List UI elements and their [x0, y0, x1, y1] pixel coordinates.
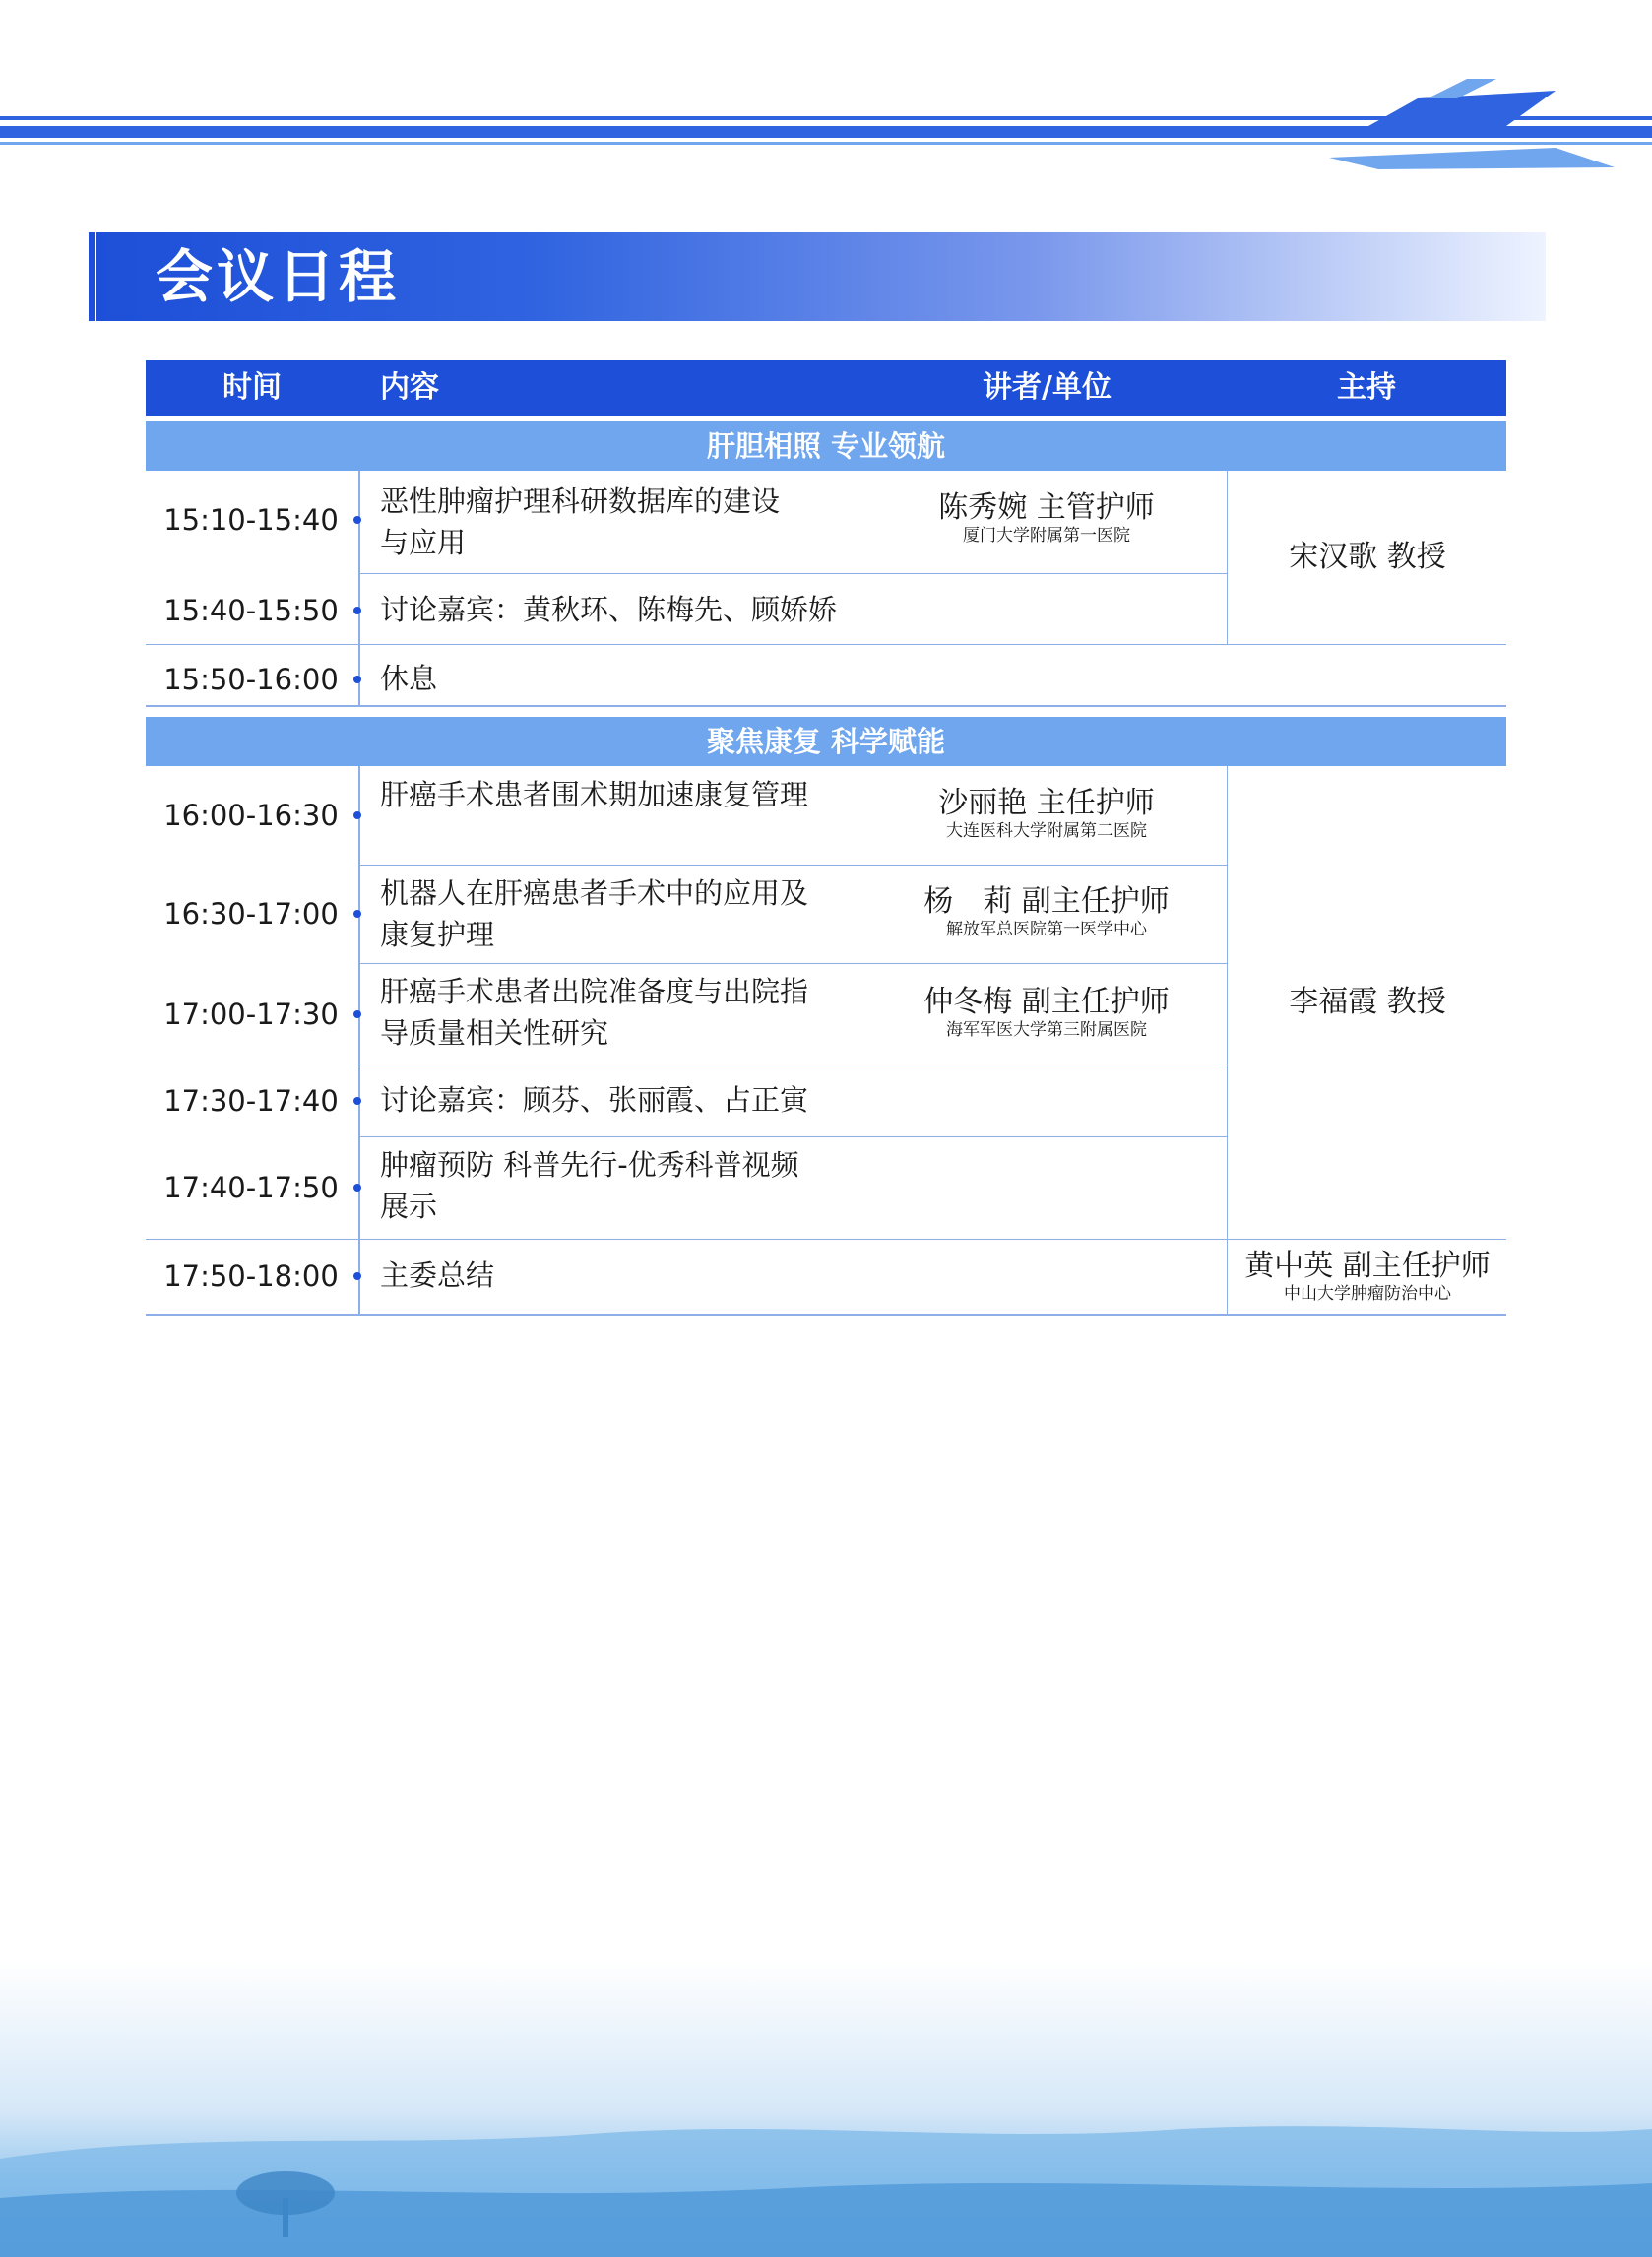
row-time: 15:50-16:00 — [163, 663, 339, 696]
content-line: 肝癌手术患者出院准备度与出院指 — [380, 975, 809, 1008]
content-line: 康复护理 — [380, 918, 495, 951]
row-content — [380, 658, 862, 699]
row-time: 17:30-17:40 — [163, 1084, 339, 1118]
row-time: 15:40-15:50 — [163, 594, 339, 627]
banner-accent-bar — [89, 232, 95, 321]
row-content — [380, 971, 862, 1054]
row-time: 17:50-18:00 — [163, 1259, 339, 1293]
speaker-org: 解放军总医院第一医学中心 — [946, 920, 1147, 939]
content-line: 肿瘤预防 科普先行-优秀科普视频 — [380, 1148, 799, 1182]
content-line: 讨论嘉宾：顾芬、张丽霞、占正寅 — [380, 1083, 809, 1117]
row-time: 16:00-16:30 — [163, 799, 339, 832]
speaker-name: 沙丽艳 主任护师 — [938, 786, 1155, 820]
top-decoration — [0, 0, 1652, 177]
section-host: 李福霞 教授 — [1289, 985, 1446, 1019]
speaker-name: 陈秀婉 主管护师 — [938, 490, 1155, 525]
row-content — [380, 481, 862, 563]
row-content — [380, 1144, 862, 1227]
content-line: 与应用 — [380, 526, 467, 559]
speaker-org: 大连医科大学附属第二医院 — [946, 821, 1147, 841]
header-speaker: 讲者/单位 — [983, 370, 1112, 405]
content-line: 肝癌手术患者围术期加速康复管理 — [380, 778, 809, 811]
row-content — [380, 589, 862, 630]
section-heading: 肝胆相照 专业领航 — [146, 421, 1506, 471]
row-speaker — [894, 985, 1199, 1040]
content-line: 休息 — [380, 662, 438, 695]
header-time: 时间 — [222, 370, 282, 405]
content-line: 机器人在肝癌患者手术中的应用及 — [380, 876, 809, 910]
row-content — [380, 872, 862, 955]
bottom-landscape — [0, 1962, 1652, 2257]
speaker-org: 厦门大学附属第一医院 — [963, 526, 1130, 546]
speaker-name: 杨 莉 副主任护师 — [923, 884, 1170, 919]
row-time: 17:00-17:30 — [163, 998, 339, 1031]
closing-host — [1229, 1249, 1506, 1304]
row-content — [380, 1255, 862, 1296]
header-host: 主持 — [1337, 370, 1396, 405]
speaker-name: 仲冬梅 副主任护师 — [923, 985, 1170, 1019]
host-org: 中山大学肿瘤防治中心 — [1284, 1284, 1451, 1304]
section-host: 宋汉歌 教授 — [1289, 540, 1446, 574]
content-line: 导质量相关性研究 — [380, 1016, 609, 1050]
row-speaker — [894, 884, 1199, 939]
content-line: 讨论嘉宾：黄秋环、陈梅先、顾娇娇 — [380, 593, 838, 626]
row-time: 17:40-17:50 — [163, 1171, 339, 1204]
header-content: 内容 — [380, 370, 439, 405]
section-heading: 聚焦康复 科学赋能 — [146, 717, 1506, 766]
table-header — [146, 360, 1506, 416]
section-block — [146, 471, 1506, 707]
schedule-table — [146, 360, 1506, 1316]
content-line: 恶性肿瘤护理科研数据库的建设 — [380, 484, 781, 518]
section-block — [146, 766, 1506, 1316]
page-title: 会议日程 — [156, 243, 401, 310]
section-banner — [96, 232, 1546, 321]
host-name: 黄中英 副主任护师 — [1244, 1249, 1491, 1283]
content-line: 主委总结 — [380, 1258, 495, 1292]
content-line: 展示 — [380, 1190, 438, 1223]
row-speaker — [894, 786, 1199, 841]
speaker-org: 海军军医大学第三附属医院 — [946, 1020, 1147, 1040]
row-speaker — [894, 490, 1199, 546]
row-content — [380, 774, 862, 815]
row-time: 15:10-15:40 — [163, 503, 339, 537]
row-time: 16:30-17:00 — [163, 897, 339, 931]
row-content — [380, 1079, 862, 1121]
